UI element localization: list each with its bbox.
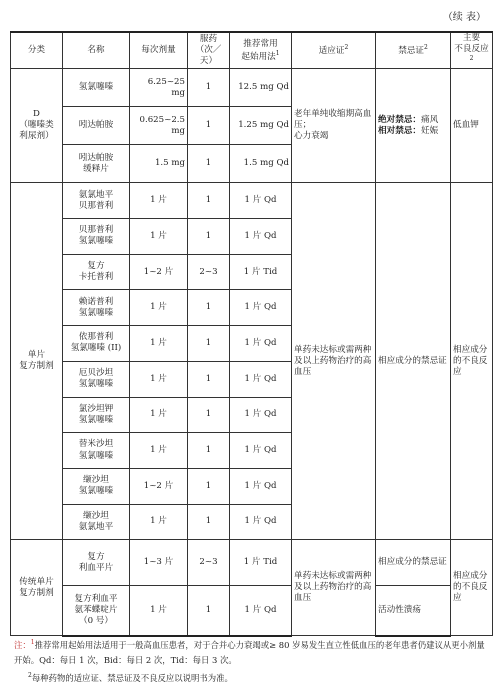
drug-name: 赖诺普利 氢氯噻嗪 [63,290,130,326]
drug-start: 1 片 Tid [230,254,292,290]
drug-freq: 1 [188,69,230,107]
drug-name: 吲达帕胺 [63,107,130,145]
drug-start: 1 片 Qd [230,586,292,636]
drug-name: 复方 卡托普利 [63,254,130,290]
drug-table [10,31,493,637]
group2-category: 单片 复方制剂 [11,183,63,540]
drug-freq: 1 [188,397,230,433]
drug-name: 复方 利血平片 [63,540,130,586]
group2-adverse: 相应成分的不良反应 [451,183,493,540]
drug-dose: 1 片 [130,219,188,255]
drug-dose: 1 片 [130,290,188,326]
drug-freq: 1 [188,361,230,397]
drug-dose: 1~3 片 [130,540,188,586]
group1-category: D （噻嗪类 利尿剂） [11,69,63,183]
note-1: 注：$^1$推荐常用起始用法适用于一般高血压患者，对于合并心力衰竭或≥ 80 岁易发生直立性低血压的老年患者仍建议从更小剂量开始。Qd：每日 1 次，Bid：每日 2 次，Tid：每日 3 次。 [14,639,485,665]
drug-freq: 1 [188,326,230,362]
drug-start: 1 片 Qd [230,183,292,219]
drug-dose: 0.625~2.5 mg [130,107,188,145]
drug-start: 1 片 Qd [230,290,292,326]
drug-name: 缬沙坦 氨氯地平 [63,504,130,540]
drug-dose: 1 片 [130,326,188,362]
drug-dose: 1~2 片 [130,254,188,290]
drug-dose: 1 片 [130,433,188,469]
drug-freq: 1 [188,468,230,504]
drug-name: 氯沙坦钾 氢氯噻嗪 [63,397,130,433]
drug-dose: 1 片 [130,504,188,540]
group3-category: 传统单片 复方制剂 [11,540,63,636]
drug-dose: 6.25~25 mg [130,69,188,107]
header-row [11,32,493,69]
header-adverse: 主要 不良反应$^2$ [451,32,493,69]
table-row [11,183,493,219]
drug-freq: 2~3 [188,254,230,290]
table-row [11,69,493,107]
drug-freq: 1 [188,504,230,540]
header-dose: 每次剂量 [130,32,188,69]
drug-dose: 1.5 mg [130,145,188,183]
group3-adverse: 相应成分的不良反应 [451,540,493,636]
continued-label: （续 表） [442,12,486,23]
drug-freq: 1 [188,183,230,219]
note-2: $^2$每种药物的适应证、禁忌证及不良反应以说明书为准。 [28,671,233,683]
drug-name: 厄贝沙坦 氢氯噻嗪 [63,361,130,397]
drug-name: 氨氯地平 贝那普利 [63,183,130,219]
drug-start: 1 片 Qd [230,326,292,362]
table-row [11,586,493,636]
header-category: 分类 [11,32,63,69]
header-name: 名称 [63,32,130,69]
drug-start: 1.5 mg Qd [230,145,292,183]
drug-start: 1 片 Qd [230,433,292,469]
drug-start: 1 片 Qd [230,468,292,504]
drug-contra: 活动性溃疡 [376,586,451,636]
drug-start: 1 片 Qd [230,219,292,255]
drug-start: 1.25 mg Qd [230,107,292,145]
drug-name: 吲达帕胺 缓释片 [63,145,130,183]
drug-contra: 相应成分的禁忌证 [376,540,451,586]
drug-freq: 2~3 [188,540,230,586]
drug-freq: 1 [188,433,230,469]
drug-dose: 1 片 [130,361,188,397]
group2-contra: 相应成分的禁忌证 [376,183,451,540]
drug-freq: 1 [188,219,230,255]
drug-start: 1 片 Qd [230,397,292,433]
header-start: 推荐常用 起始用法$^1$ [230,32,292,69]
drug-name: 依那普利 氢氯噻嗪 (II) [63,326,130,362]
drug-name: 替米沙坦 氢氯噻嗪 [63,433,130,469]
drug-dose: 1 片 [130,397,188,433]
group3-indication: 单药未达标或需两种及以上药物治疗的高血压 [292,540,376,636]
group1-adverse: 低血钾 [451,69,493,183]
drug-dose: 1~2 片 [130,468,188,504]
group1-contra: 绝对禁忌：痛风 相对禁忌：妊娠 [376,69,451,183]
drug-dose: 1 片 [130,183,188,219]
header-indication: 适应证$^2$ [292,32,376,69]
header-freq: 服药 （次／天） [188,32,230,69]
drug-start: 12.5 mg Qd [230,69,292,107]
drug-start: 1 片 Qd [230,361,292,397]
drug-name: 复方利血平 氨苯蝶啶片 （0 号） [63,586,130,636]
drug-name: 贝那普利 氢氯噻嗪 [63,219,130,255]
drug-freq: 1 [188,586,230,636]
group2-indication: 单药未达标或需两种及以上药物治疗的高血压 [292,183,376,540]
table-row [11,540,493,586]
drug-freq: 1 [188,107,230,145]
drug-name: 氢氯噻嗪 [63,69,130,107]
drug-start: 1 片 Qd [230,504,292,540]
group1-indication: 老年单纯收缩期高血压； 心力衰竭 [292,69,376,183]
drug-freq: 1 [188,290,230,326]
drug-dose: 1 片 [130,586,188,636]
drug-name: 缬沙坦 氢氯噻嗪 [63,468,130,504]
table-notes [14,635,492,686]
header-contra: 禁忌证$^2$ [376,32,451,69]
drug-start: 1 片 Tid [230,540,292,586]
drug-freq: 1 [188,145,230,183]
